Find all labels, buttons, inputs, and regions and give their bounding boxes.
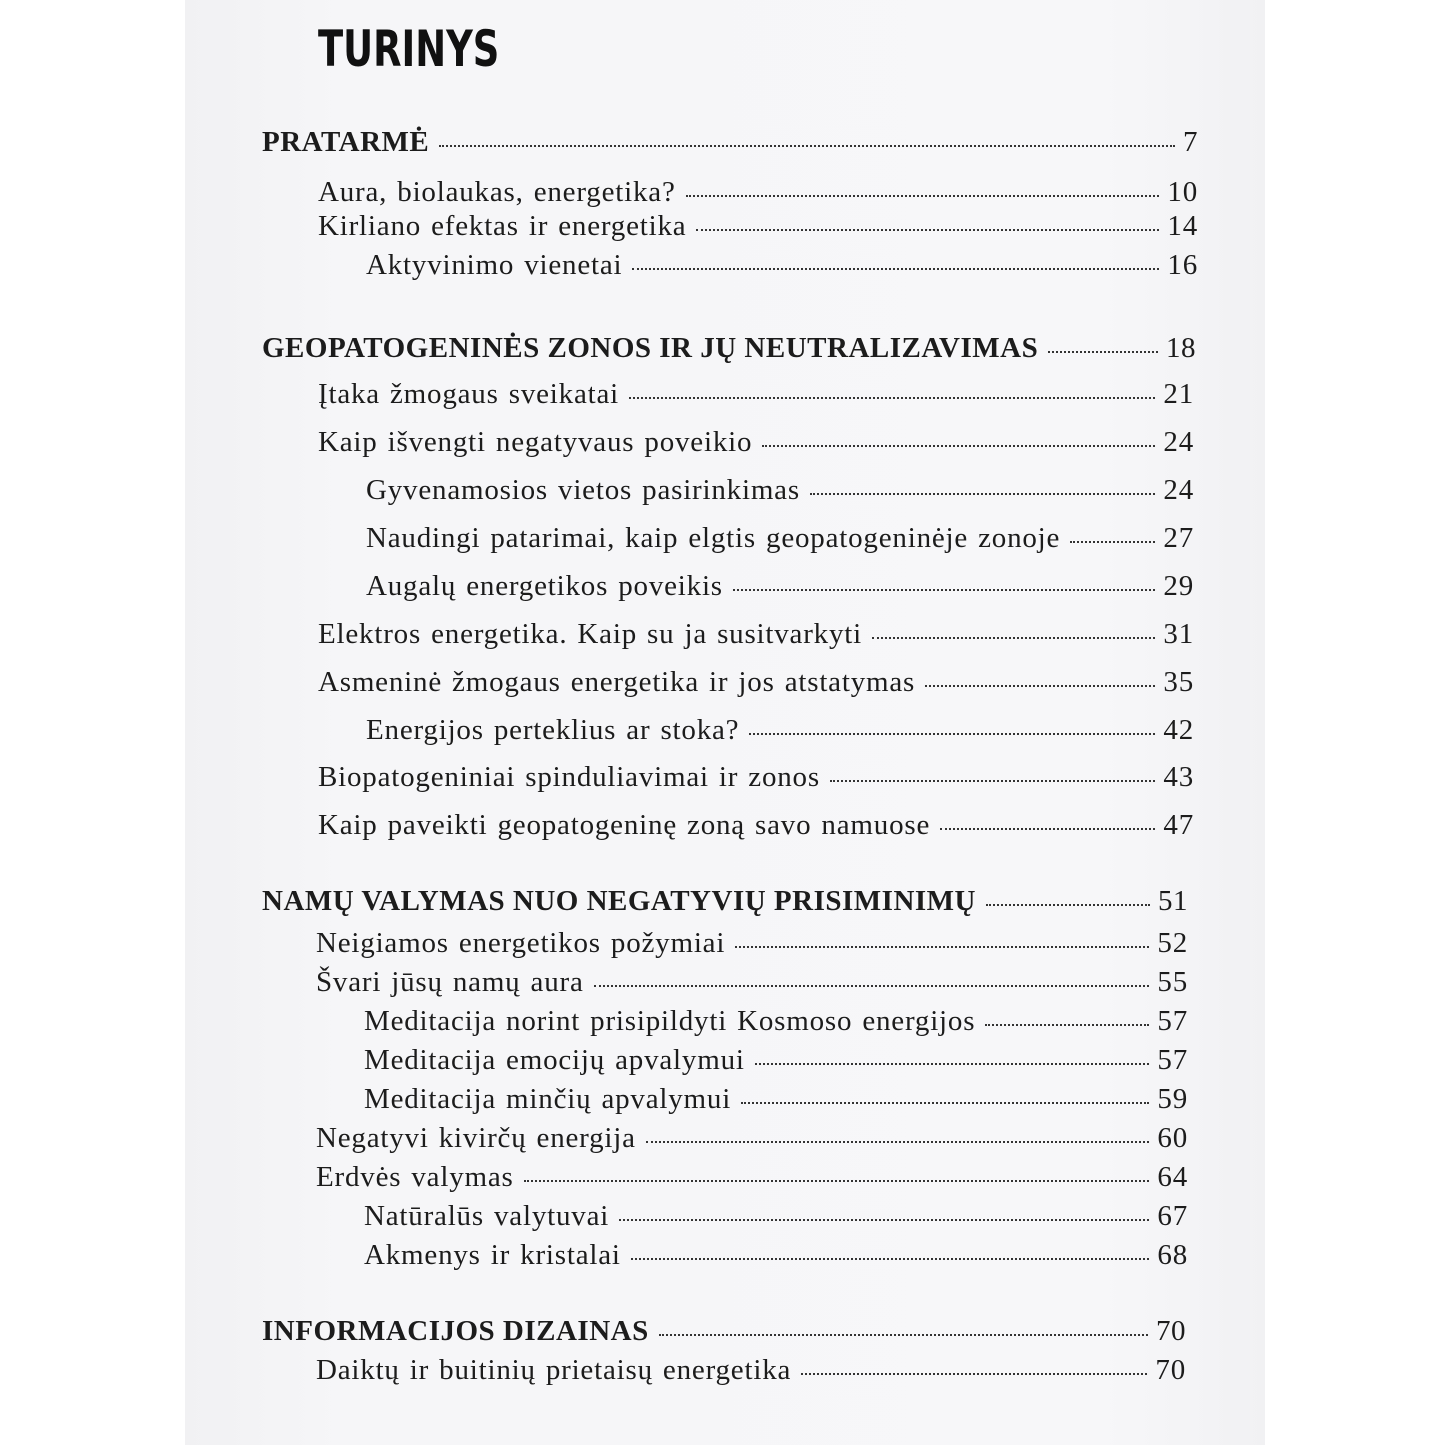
- dot-leader: [755, 1063, 1150, 1065]
- toc-entry-label: Aura, biolaukas, energetika?: [318, 176, 676, 208]
- toc-page-number: 10: [1167, 176, 1198, 208]
- toc-entry[interactable]: [316, 962, 1188, 1002]
- toc-entry-label: Asmeninė žmogaus energetika ir jos atstatymas: [318, 666, 916, 698]
- dot-leader: [619, 1219, 1149, 1221]
- toc-entry[interactable]: [366, 566, 1194, 606]
- toc-entry[interactable]: [366, 470, 1194, 510]
- dot-leader: [631, 1258, 1150, 1260]
- toc-page-number: 52: [1157, 927, 1188, 959]
- toc-page-number: 70: [1155, 1354, 1186, 1386]
- toc-entry-label: GEOPATOGENINĖS ZONOS IR JŲ NEUTRALIZAVIMAS: [262, 332, 1039, 364]
- toc-entry[interactable]: [318, 662, 1194, 702]
- dot-leader: [801, 1373, 1147, 1375]
- toc-entry-label: Naudingi patarimai, kaip elgtis geopatogeninėje zonoje: [366, 522, 1061, 554]
- toc-page-number: 21: [1163, 378, 1194, 410]
- dot-leader: [741, 1102, 1149, 1104]
- dot-leader: [659, 1334, 1148, 1336]
- toc-entry[interactable]: [316, 923, 1188, 963]
- toc-entry[interactable]: [364, 1079, 1188, 1119]
- toc-page-number: 31: [1163, 618, 1194, 650]
- toc-entry-label: Energijos perteklius ar stoka?: [366, 714, 740, 746]
- toc-page-number: 29: [1163, 570, 1194, 602]
- toc-entry-label: Meditacija emocijų apvalymui: [364, 1044, 745, 1076]
- toc-entry-label: Įtaka žmogaus sveikatai: [318, 378, 620, 410]
- toc-entry-label: Kaip paveikti geopatogeninę zoną savo namuose: [318, 809, 931, 841]
- toc-entry-label: Gyvenamosios vietos pasirinkimas: [366, 474, 800, 506]
- toc-page-number: 57: [1157, 1044, 1188, 1076]
- toc-entry-label: Neigiamos energetikos požymiai: [316, 927, 726, 959]
- toc-entry-label: NAMŲ VALYMAS NUO NEGATYVIŲ PRISIMINIMŲ: [262, 885, 976, 917]
- toc-entry[interactable]: [316, 1118, 1188, 1158]
- dot-leader: [1070, 541, 1155, 543]
- toc-entry-label: Meditacija minčių apvalymui: [364, 1083, 732, 1115]
- toc-entry[interactable]: [262, 1311, 1186, 1351]
- dot-leader: [629, 397, 1155, 399]
- toc-entry-label: Švari jūsų namų aura: [316, 966, 584, 998]
- dot-leader: [733, 589, 1155, 591]
- toc-page-number: 64: [1157, 1161, 1188, 1193]
- toc-entry-label: Kaip išvengti negatyvaus poveikio: [318, 426, 753, 458]
- toc-entry-label: Aktyvinimo vienetai: [366, 249, 623, 281]
- toc-page-number: 57: [1157, 1005, 1188, 1037]
- toc-entry[interactable]: [364, 1040, 1188, 1080]
- toc-entry-label: Biopatogeniniai spinduliavimai ir zonos: [318, 761, 820, 793]
- toc-page-number: 60: [1157, 1122, 1188, 1154]
- toc-page-number: 47: [1163, 809, 1194, 841]
- toc-entry[interactable]: [318, 757, 1194, 797]
- toc-entry-label: Elektros energetika. Kaip su ja susitvarkyti: [318, 618, 862, 650]
- dot-leader: [735, 946, 1149, 948]
- toc-entry[interactable]: [318, 422, 1194, 462]
- dot-leader: [985, 1024, 1149, 1026]
- dot-leader: [986, 904, 1150, 906]
- toc-page-number: 70: [1156, 1315, 1186, 1347]
- toc-entry-label: Akmenys ir kristalai: [364, 1239, 621, 1271]
- toc-page-number: 16: [1167, 249, 1198, 281]
- dot-leader: [762, 445, 1155, 447]
- toc-page-number: 7: [1183, 126, 1198, 158]
- dot-leader: [439, 145, 1175, 147]
- dot-leader: [524, 1180, 1150, 1182]
- toc-page-number: 42: [1163, 714, 1194, 746]
- toc-entry[interactable]: [366, 518, 1194, 558]
- toc-entry[interactable]: [318, 374, 1194, 414]
- toc-entry[interactable]: [316, 1350, 1186, 1390]
- toc-page-number: 27: [1163, 522, 1194, 554]
- toc-entry[interactable]: [262, 122, 1198, 162]
- toc-entry[interactable]: [262, 881, 1188, 921]
- toc-page-number: 14: [1167, 210, 1198, 242]
- toc-entry[interactable]: [366, 245, 1198, 285]
- toc-entry-label: Natūralūs valytuvai: [364, 1200, 610, 1232]
- toc-entry-label: Meditacija norint prisipildyti Kosmoso energijos: [364, 1005, 976, 1037]
- toc-page-number: 24: [1163, 426, 1194, 458]
- toc-entry-label: Erdvės valymas: [316, 1161, 514, 1193]
- toc-entry-label: PRATARMĖ: [262, 126, 430, 158]
- dot-leader: [830, 780, 1155, 782]
- toc-page-number: 59: [1157, 1083, 1188, 1115]
- toc-page-number: 43: [1163, 761, 1194, 793]
- toc-entry-label: Negatyvi kivirčų energija: [316, 1122, 636, 1154]
- toc-entry[interactable]: [364, 1196, 1188, 1236]
- toc-page-number: 35: [1163, 666, 1194, 698]
- toc-page-number: 51: [1158, 885, 1188, 917]
- toc-entry[interactable]: [364, 1001, 1188, 1041]
- toc-page-number: 67: [1157, 1200, 1188, 1232]
- toc-page-number: 55: [1157, 966, 1188, 998]
- toc-entry-label: Daiktų ir buitinių prietaisų energetika: [316, 1354, 792, 1386]
- dot-leader: [646, 1141, 1150, 1143]
- dot-leader: [810, 493, 1155, 495]
- toc-page-number: 68: [1157, 1239, 1188, 1271]
- toc-page-number: 24: [1163, 474, 1194, 506]
- dot-leader: [940, 828, 1155, 830]
- toc-title: TURINYS: [318, 20, 500, 78]
- toc-entry[interactable]: [318, 614, 1194, 654]
- dot-leader: [1048, 351, 1158, 353]
- toc-entry[interactable]: [316, 1157, 1188, 1197]
- toc-entry-label: Augalų energetikos poveikis: [366, 570, 723, 602]
- toc-entry[interactable]: [318, 805, 1194, 845]
- toc-entry[interactable]: [318, 206, 1198, 246]
- dot-leader: [872, 637, 1155, 639]
- dot-leader: [594, 985, 1150, 987]
- toc-entry[interactable]: [364, 1235, 1188, 1275]
- dot-leader: [749, 733, 1155, 735]
- toc-entry[interactable]: [262, 328, 1196, 368]
- toc-entry-label: INFORMACIJOS DIZAINAS: [262, 1315, 649, 1347]
- dot-leader: [925, 685, 1155, 687]
- dot-leader: [696, 229, 1159, 231]
- dot-leader: [632, 268, 1159, 270]
- toc-entry[interactable]: [366, 710, 1194, 750]
- toc-entry-label: Kirliano efektas ir energetika: [318, 210, 687, 242]
- toc-page-number: 18: [1166, 332, 1196, 364]
- dot-leader: [686, 195, 1160, 197]
